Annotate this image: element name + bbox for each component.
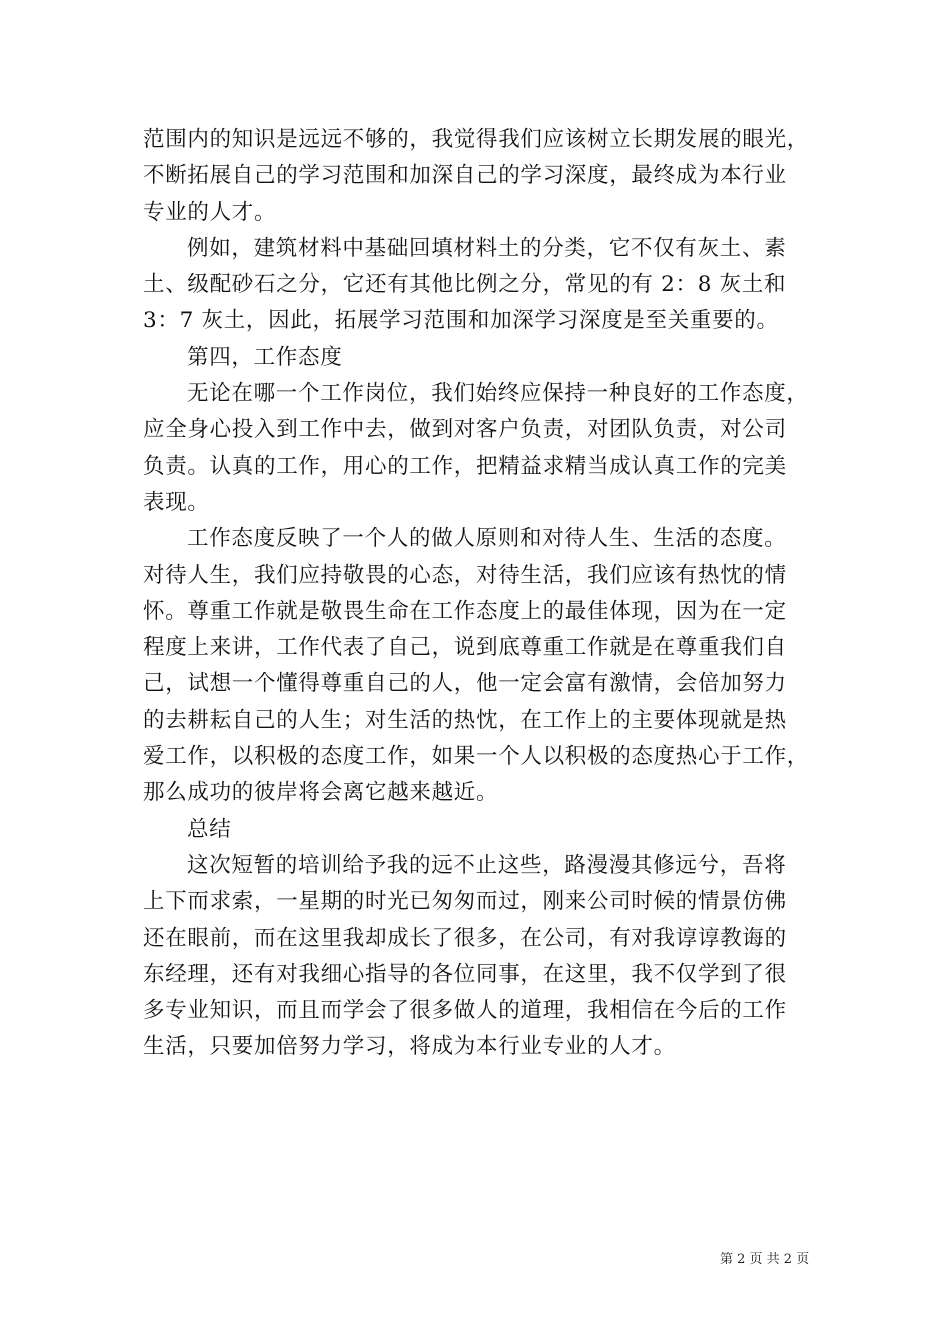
text-line: 那么成功的彼岸将会离它越来越近。 <box>143 780 499 806</box>
text-line: 3：7 灰土，因此，拓展学习范围和加深学习深度是至关重要的。 <box>143 308 779 334</box>
text-line: 还在眼前，而在这里我却成长了很多，在公司，有对我谆谆教诲的 <box>143 925 787 951</box>
text-line: 生活，只要加倍努力学习，将成为本行业专业的人才。 <box>143 1034 676 1060</box>
text-line: 爱工作，以积极的态度工作，如果一个人以积极的态度热心于工作， <box>143 744 810 770</box>
text-line: 对待人生，我们应持敬畏的心态，对待生活，我们应该有热忱的情 <box>143 562 787 588</box>
text-line: 专业的人才。 <box>143 199 277 225</box>
text-line: 无论在哪一个工作岗位，我们始终应保持一种良好的工作态度， <box>187 381 809 407</box>
page-number-footer: 第 2 页 共 2 页 <box>720 1252 810 1267</box>
text-line: 上下而求索，一星期的时光已匆匆而过，刚来公司时候的情景仿佛 <box>143 889 787 915</box>
text-line: 怀。尊重工作就是敬畏生命在工作态度上的最佳体现，因为在一定 <box>143 598 787 624</box>
text-line: 总结 <box>187 816 232 842</box>
document-body <box>143 122 823 1066</box>
text-line: 己，试想一个懂得尊重自己的人，他一定会富有激情，会倍加努力 <box>143 671 787 697</box>
text-line: 应全身心投入到工作中去，做到对客户负责，对团队负责，对公司 <box>143 417 787 443</box>
text-line: 第四，工作态度 <box>187 344 343 370</box>
text-line: 范围内的知识是远远不够的，我觉得我们应该树立长期发展的眼光， <box>143 127 810 152</box>
text-line: 多专业知识，而且而学会了很多做人的道理，我相信在今后的工作 <box>143 998 787 1024</box>
text-line: 表现。 <box>143 489 210 515</box>
text-line: 工作态度反映了一个人的做人原则和对待人生、生活的态度。 <box>187 526 787 552</box>
text-line: 程度上来讲，工作代表了自己，说到底尊重工作就是在尊重我们自 <box>143 635 787 661</box>
text-line: 东经理，还有对我细心指导的各位同事，在这里，我不仅学到了很 <box>143 961 787 987</box>
text-line: 不断拓展自己的学习范围和加深自己的学习深度，最终成为本行业 <box>143 163 787 189</box>
text-line: 土、级配砂石之分，它还有其他比例之分，常见的有 2：8 灰土和 <box>143 272 787 298</box>
text-line: 这次短暂的培训给予我的远不止这些，路漫漫其修远兮，吾将 <box>187 852 787 878</box>
text-line: 负责。认真的工作，用心的工作，把精益求精当成认真工作的完美 <box>143 453 787 479</box>
text-line: 例如，建筑材料中基础回填材料土的分类，它不仅有灰土、素 <box>187 235 787 261</box>
text-line: 的去耕耘自己的人生；对生活的热忱，在工作上的主要体现就是热 <box>143 707 787 733</box>
